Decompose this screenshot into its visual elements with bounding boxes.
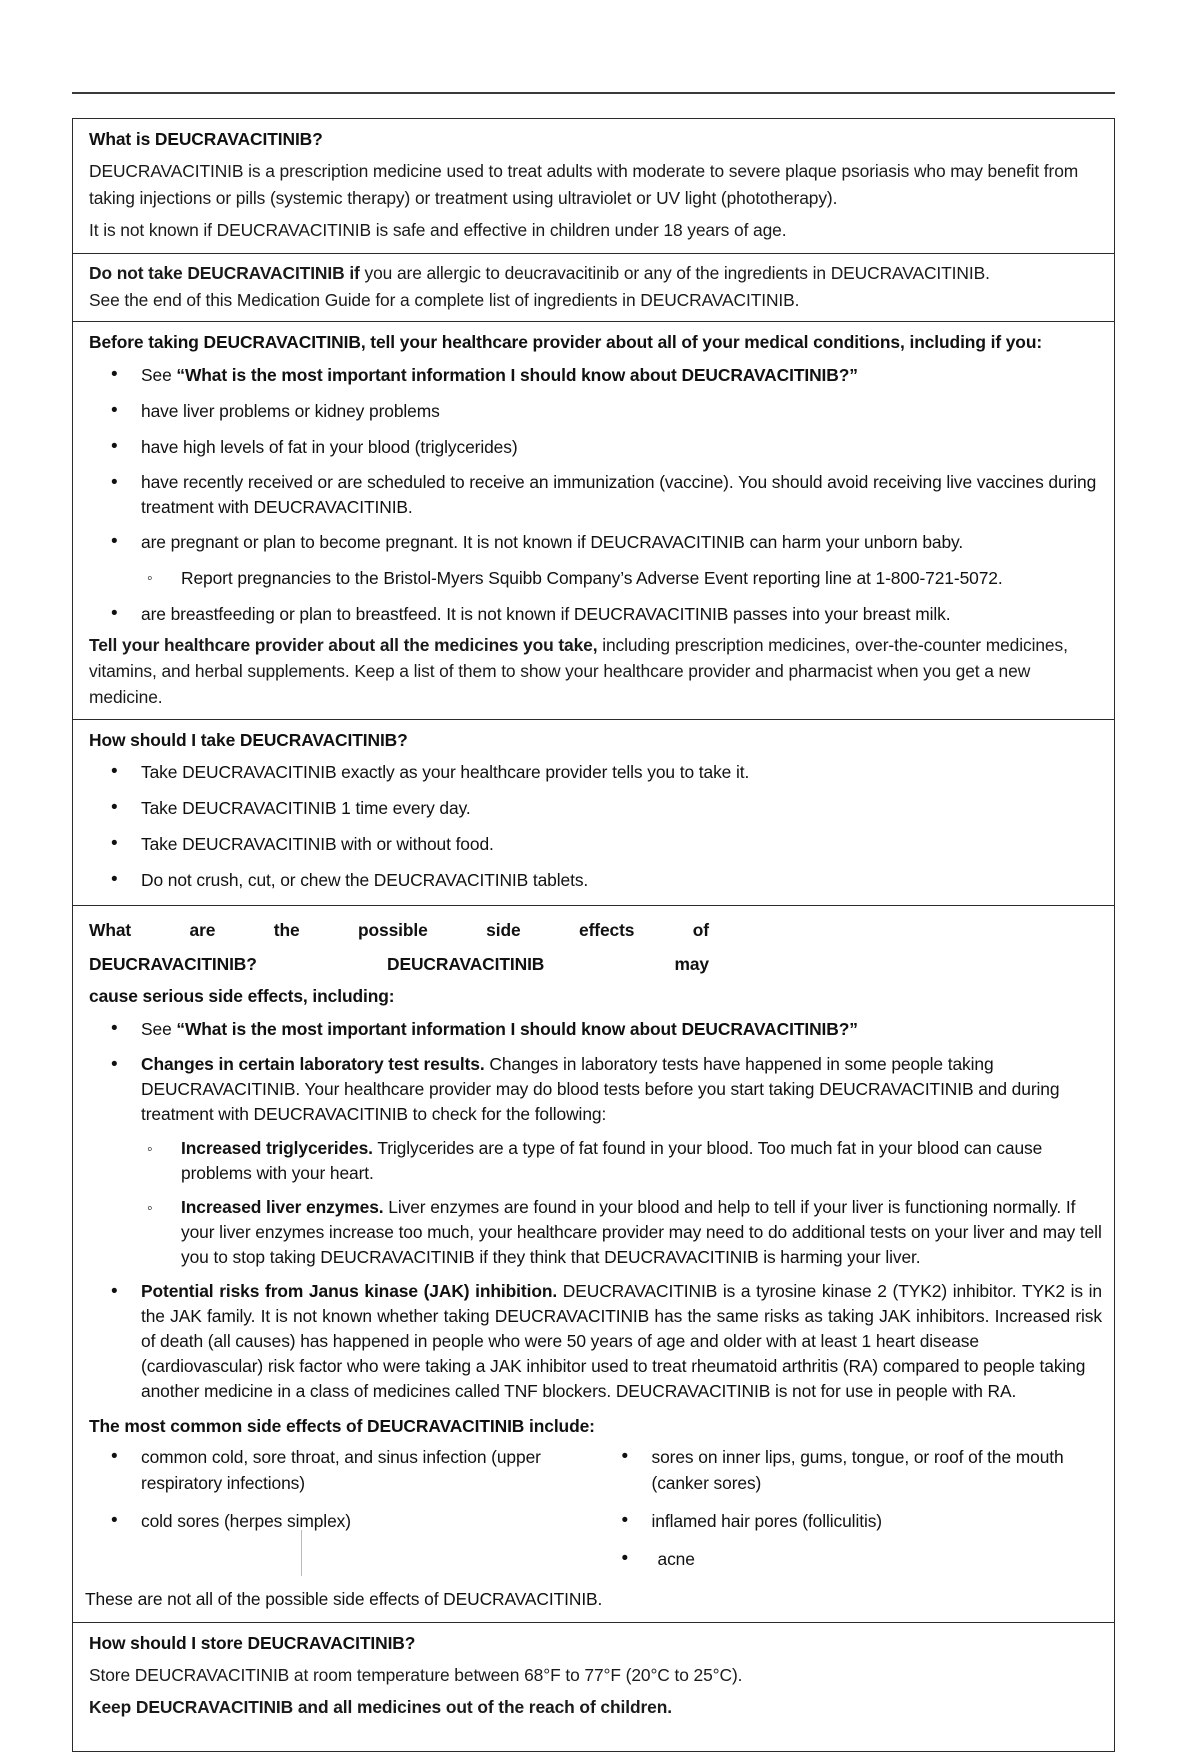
side-effects-heading-line-3: cause serious side effects, including: [89, 986, 395, 1006]
common-side-effects-column-right [596, 1444, 1103, 1584]
section-what-is [73, 119, 1114, 254]
do-not-take-bold: Do not take DEUCRAVACITINIB if [89, 263, 360, 283]
heading-bold: DEUCRAVACITINIB [367, 1416, 525, 1436]
side-effects-heading-line-1: What are the possible side effects of [89, 920, 709, 940]
common-side-effects-list-left [89, 1444, 596, 1534]
closing-rest: and all medicines out of the reach of children. [293, 1697, 672, 1717]
bullet-text-bold: “What is the most important information I should know about DEUCRAVACITINIB?” [176, 1019, 858, 1039]
list-item: • Take DEUCRAVACITINIB 1 time every day. [89, 795, 1102, 822]
medication-guide-table [72, 118, 1115, 1752]
triglycerides-bold: Increased triglycerides. [181, 1138, 373, 1158]
section-what-is-heading [89, 126, 1102, 153]
before-taking-closing [89, 632, 1102, 710]
column-divider [301, 1530, 302, 1576]
side-effects-heading-line-2: DEUCRAVACITINIB? DEUCRAVACITINIB may [89, 954, 709, 974]
list-item: • have recently received or are scheduled to receive an immunization (vaccine). You should avoid receiving live vaccines during treatment with DEUCRAVACITINIB. [89, 470, 1102, 520]
closing-bold: Tell your healthcare provider about all the medicines you take, [89, 635, 598, 655]
bullet-text-plain: See [141, 365, 177, 385]
sub-list-item [89, 1195, 1102, 1270]
heading-plain: How should I store [89, 1633, 248, 1653]
section-how-to-store [73, 1623, 1114, 1751]
side-effects-bullet-list [89, 1016, 1102, 1404]
liver-enzymes-bold: Increased liver enzymes. [181, 1197, 384, 1217]
list-item: • Take DEUCRAVACITINIB exactly as your healthcare provider tells you to take it. [89, 759, 1102, 786]
side-effects-heading [89, 913, 709, 981]
before-taking-heading: Before taking DEUCRAVACITINIB, tell your healthcare provider about all of your medical conditions, including if you: [89, 332, 1043, 352]
heading-plain: What is [89, 129, 155, 149]
heading-bold: DEUCRAVACITINIB? [247, 1633, 416, 1653]
header-rule [72, 92, 1115, 94]
how-to-store-heading [89, 1630, 1102, 1657]
list-item: • have liver problems or kidney problems [89, 398, 1102, 425]
heading-plain-1: The most common side effects of [89, 1416, 367, 1436]
how-to-store-closing [89, 1694, 1102, 1721]
triglycerides-rest: Triglycerides are a type of fat found in your blood. Too much fat in your blood can cause problems with your heart. [181, 1138, 1043, 1183]
how-to-store-paragraph: Store DEUCRAVACITINIB at room temperature between 68°F to 77°F (20°C to 25°C). [89, 1665, 743, 1685]
section-side-effects [73, 906, 1114, 1623]
what-is-paragraph-1: DEUCRAVACITINIB is a prescription medicine used to treat adults with moderate to severe plaque psoriasis who may benefit from taking injections or pills (systemic therapy) or treatment using ultraviolet or UV light (phototherapy). [89, 161, 1079, 208]
list-item [89, 1016, 1102, 1043]
sub-list-item [89, 1136, 1102, 1186]
list-item: • Take DEUCRAVACITINIB with or without food. [89, 831, 1102, 858]
list-item: • Do not crush, cut, or chew the DEUCRAVACITINIB tablets. [89, 867, 1102, 894]
list-item: • are breastfeeding or plan to breastfeed. It is not known if DEUCRAVACITINIB passes into your breast milk. [89, 601, 1102, 628]
list-item [89, 1279, 1102, 1404]
bullet-text-plain: See [141, 1019, 177, 1039]
closing-bold: Keep DEUCRAVACITINIB [89, 1697, 294, 1717]
do-not-take-paragraph: See the end of this Medication Guide for a complete list of ingredients in DEUCRAVACITINIB. [89, 290, 800, 310]
heading-bold: DEUCRAVACITINIB? [239, 730, 408, 750]
sub-list-item: ◦ Report pregnancies to the Bristol-Myers Squibb Company’s Adverse Event reporting line at 1-800-721-5072. [89, 565, 1102, 592]
list-item: • are pregnant or plan to become pregnant. It is not known if DEUCRAVACITINIB can harm your unborn baby. [89, 529, 1102, 556]
list-item: • have high levels of fat in your blood (triglycerides) [89, 434, 1102, 461]
before-taking-bullet-list [89, 362, 1102, 628]
lab-results-bold: Changes in certain laboratory test results. [141, 1054, 485, 1074]
how-to-take-bullet-list [89, 759, 1102, 894]
list-item: • sores on inner lips, gums, tongue, or roof of the mouth (canker sores) [596, 1444, 1103, 1496]
heading-bold: DEUCRAVACITINIB? [154, 129, 323, 149]
list-item [89, 362, 1102, 389]
side-effects-closing: These are not all of the possible side effects of DEUCRAVACITINIB. [85, 1589, 603, 1609]
section-before-taking [73, 322, 1114, 720]
list-item: • acne [596, 1546, 1103, 1572]
list-item [89, 1052, 1102, 1127]
common-side-effects-heading [89, 1413, 1102, 1440]
lab-results-rest: Changes in laboratory tests have happened in some people taking DEUCRAVACITINIB. Your healthcare provider may do blood tests before you start taking DEUCRAVACITINIB and during treatment with DEUCRAVACITINIB to check for the following: [141, 1054, 1060, 1124]
section-do-not-take [73, 254, 1114, 322]
list-item: • common cold, sore throat, and sinus infection (upper respiratory infections) [89, 1444, 596, 1496]
do-not-take-rest: you are allergic to deucravacitinib or any of the ingredients in DEUCRAVACITINIB. [359, 263, 990, 283]
jak-risk-rest-2: (cardiovascular) risk factor who were taking a JAK inhibitor used to treat rheumatoid arthritis (RA) compared to people taking another medicine in a class of medicines called TNF blockers. DEUCRAVACITINIB is not for use in people with RA. [141, 1356, 1086, 1401]
section-how-to-take [73, 720, 1114, 906]
list-item: • cold sores (herpes simplex) [89, 1508, 596, 1534]
list-item: • inflamed hair pores (folliculitis) [596, 1508, 1103, 1534]
do-not-take-lead [89, 260, 1102, 287]
common-side-effects-list-right [596, 1444, 1103, 1572]
common-side-effects-columns [89, 1444, 1102, 1584]
what-is-paragraph-2: It is not known if DEUCRAVACITINIB is safe and effective in children under 18 years of age. [89, 220, 787, 240]
heading-plain: How should I take [89, 730, 240, 750]
heading-plain-2: include: [524, 1416, 595, 1436]
jak-risk-bold: Potential risks from Janus kinase (JAK) inhibition. [141, 1281, 558, 1301]
liver-enzymes-rest: Liver enzymes are found in your blood and help to tell if your liver is functioning normally. If your liver enzymes increase too much, your healthcare provider may need to do additional tests on your liver and may tell you to stop taking DEUCRAVACITINIB if they think that DEUCRAVACITINIB is harming your liver. [181, 1197, 1102, 1267]
jak-risk-rest-1: DEUCRAVACITINIB is a tyrosine kinase 2 (TYK2) inhibitor. TYK2 is in the JAK family. It is not known whether taking DEUCRAVACITINIB has the same risks as taking JAK inhibitors. Increased risk of death (all causes) has happened in people who were 50 years of age and older with at least 1 heart disease [141, 1281, 1102, 1351]
common-side-effects-column-left [89, 1444, 596, 1584]
bullet-text-bold: “What is the most important information I should know about DEUCRAVACITINIB?” [176, 365, 858, 385]
closing-rest: including prescription medicines, over-the-counter medicines, vitamins, and herbal supplements. Keep a list of them to show your healthcare provider and pharmacist when you get a new medicine. [89, 635, 1068, 707]
how-to-take-heading [89, 727, 1102, 754]
